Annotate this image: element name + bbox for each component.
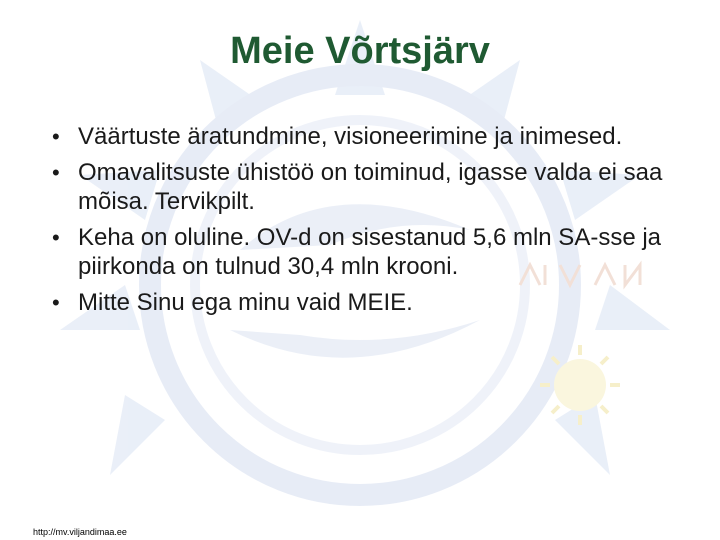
bullet-dot-icon: • (52, 225, 60, 250)
bullet-item (52, 158, 682, 216)
bullet-item (52, 122, 682, 151)
footer-url-link[interactable]: http://mv.viljandimaa.ee (33, 527, 127, 537)
bullet-dot-icon: • (52, 124, 60, 149)
slide-title: Meie Võrtsjärv (230, 30, 490, 72)
bullet-text: Mitte Sinu ega minu vaid MEIE. (78, 289, 413, 316)
bullet-item (52, 223, 682, 281)
bullet-list (52, 122, 682, 324)
bullet-text: Keha on oluline. OV-d on sisestanud 5,6 mln SA-sse ja piirkonda on tulnud 30,4 mln krooni. (78, 224, 662, 280)
bullet-dot-icon: • (52, 290, 60, 315)
bullet-item (52, 288, 682, 317)
bullet-dot-icon: • (52, 160, 60, 185)
bullet-text: Omavalitsuste ühistöö on toiminud, igasse valda ei saa mõisa. Tervikpilt. (78, 159, 663, 215)
bullet-text: Väärtuste äratundmine, visioneerimine ja inimesed. (78, 123, 623, 150)
